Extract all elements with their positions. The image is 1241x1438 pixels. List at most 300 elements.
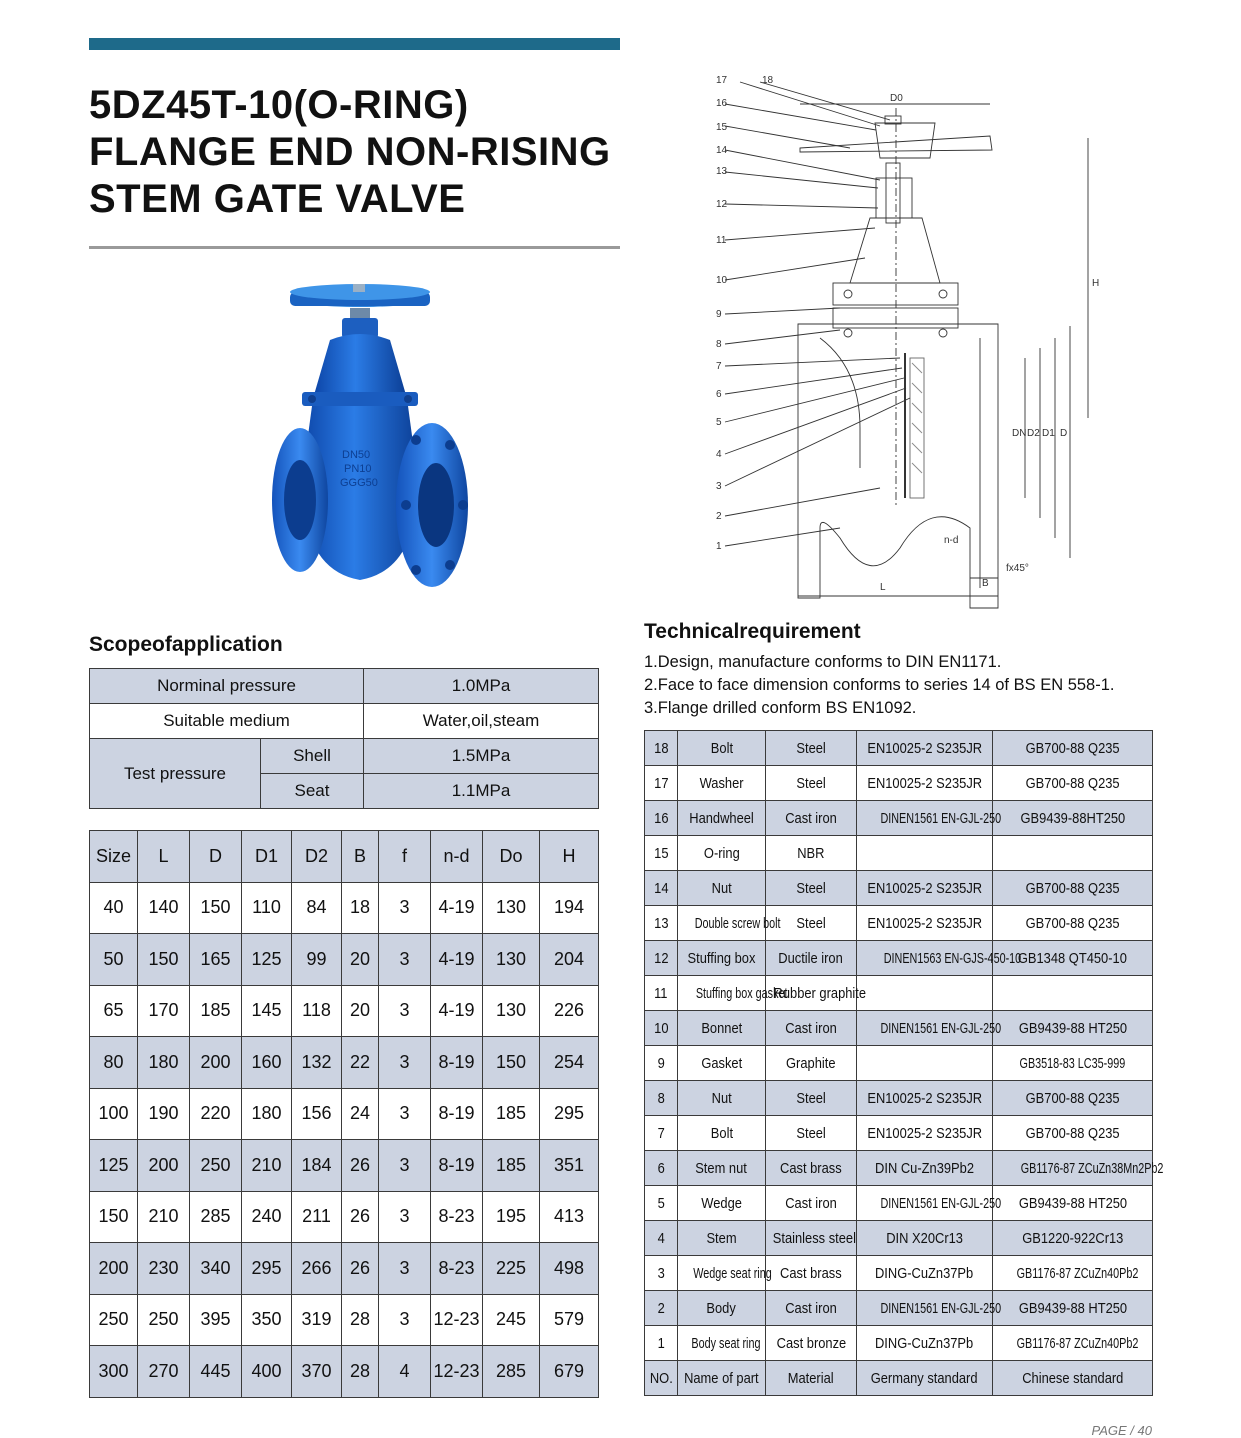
dim-label-b: B [982, 578, 989, 589]
table-cell [766, 731, 857, 766]
table-cell [857, 836, 993, 871]
table-cell: 20 [342, 934, 379, 986]
cell-text: GB700-88 Q235 [1025, 879, 1120, 897]
callout-9: 9 [716, 309, 722, 320]
table-row [645, 766, 1153, 801]
cell-text: Stem nut [695, 1159, 748, 1177]
table-cell: 20 [342, 985, 379, 1037]
table-row [90, 1346, 599, 1398]
dimension-table [89, 830, 599, 1398]
table-cell: 195 [483, 1191, 540, 1243]
title-line-1: 5DZ45T-10(O-RING) [89, 83, 469, 127]
cell-text: Steel [796, 1124, 826, 1142]
table-cell [766, 1081, 857, 1116]
cell-text: Steel [796, 1089, 826, 1107]
callout-4: 4 [716, 449, 722, 460]
cell-text: Body seat ring [691, 1334, 761, 1352]
table-cell: 3 [379, 882, 431, 934]
table-cell [645, 871, 678, 906]
table-cell [766, 836, 857, 871]
table-row [90, 1088, 599, 1140]
table-cell [993, 1221, 1153, 1256]
cell-text: EN10025-2 S235JR [867, 1089, 982, 1107]
table-cell: 3 [379, 1294, 431, 1346]
top-accent-bar [89, 38, 620, 50]
table-cell: 8-19 [431, 1140, 483, 1192]
table-row [645, 976, 1153, 1011]
table-cell: 295 [242, 1243, 292, 1295]
title-divider [89, 246, 620, 249]
table-cell [645, 731, 678, 766]
table-cell: 180 [138, 1037, 190, 1089]
cell-text: Double screw bolt [694, 914, 781, 932]
cell-text: Steel [796, 914, 826, 932]
cell-text: Gasket [701, 1054, 742, 1072]
cell-text: GB700-88 Q235 [1025, 914, 1120, 932]
table-cell: 300 [90, 1346, 138, 1398]
cell-text: Cast iron [785, 1299, 837, 1317]
callout-17: 17 [716, 75, 728, 86]
column-header: L [138, 831, 190, 883]
table-cell: 160 [242, 1037, 292, 1089]
table-cell [993, 766, 1153, 801]
cell-text: 7 [657, 1124, 665, 1142]
cell-text: 16 [653, 809, 669, 827]
table-cell: 400 [242, 1346, 292, 1398]
shell-label: Shell [261, 739, 364, 774]
table-cell: 245 [483, 1294, 540, 1346]
cell-text: 12 [653, 949, 669, 967]
table-row [645, 1116, 1153, 1151]
dim-label-fx45: fx45° [1006, 563, 1029, 574]
table-row [645, 1221, 1153, 1256]
dim-label-d1: D1 [1042, 428, 1055, 439]
cell-text: 5 [657, 1194, 665, 1212]
table-row [645, 1011, 1153, 1046]
cell-text: Name of part [684, 1369, 759, 1387]
callout-8: 8 [716, 339, 722, 350]
cell-text: EN10025-2 S235JR [867, 774, 982, 792]
dim-label-h: H [1092, 278, 1100, 289]
table-header-row [90, 831, 599, 883]
cell-text: Cast brass [780, 1264, 842, 1282]
table-cell: 18 [342, 882, 379, 934]
table-cell: 200 [90, 1243, 138, 1295]
table-cell [645, 766, 678, 801]
table-cell: 295 [540, 1088, 599, 1140]
callout-13: 13 [716, 166, 728, 177]
cell-text: Steel [796, 879, 826, 897]
table-cell: 28 [342, 1346, 379, 1398]
cell-text: EN10025-2 S235JR [867, 1124, 982, 1142]
cell-text: GB1176-87 ZCuZn40Pb2 [1016, 1264, 1139, 1282]
cell-text: EN10025-2 S235JR [867, 739, 982, 757]
table-cell: 26 [342, 1191, 379, 1243]
cell-text: GB700-88 Q235 [1025, 739, 1120, 757]
suitable-medium-value: Water,oil,steam [364, 704, 599, 739]
shell-value: 1.5MPa [364, 739, 599, 774]
callout-5: 5 [716, 417, 722, 428]
table-row [90, 1243, 599, 1295]
callout-14: 14 [716, 145, 728, 156]
table-cell [993, 1326, 1153, 1361]
cell-text: Bonnet [701, 1019, 742, 1037]
table-row [90, 1294, 599, 1346]
cell-text: Steel [796, 774, 826, 792]
table-cell: 220 [190, 1088, 242, 1140]
table-cell [678, 1361, 766, 1396]
cell-text: Stem [706, 1229, 737, 1247]
table-cell [857, 1361, 993, 1396]
table-cell [766, 1221, 857, 1256]
table-cell: 210 [138, 1191, 190, 1243]
table-cell: 12-23 [431, 1346, 483, 1398]
cell-text: NBR [797, 844, 825, 862]
table-cell [857, 1011, 1002, 1046]
cell-text: 10 [653, 1019, 669, 1037]
table-cell [766, 1151, 857, 1186]
table-cell [678, 871, 766, 906]
dim-label-dn: DN [1012, 428, 1027, 439]
page-number: PAGE / 40 [1091, 1423, 1152, 1438]
column-header: f [379, 831, 431, 883]
table-cell [645, 801, 678, 836]
callout-16: 16 [716, 98, 728, 109]
table-cell [993, 1361, 1153, 1396]
callout-12: 12 [716, 199, 728, 210]
callout-18: 18 [762, 75, 774, 86]
table-cell: 200 [138, 1140, 190, 1192]
cell-text: 18 [653, 739, 669, 757]
dim-label-nd: n-d [944, 535, 959, 546]
cell-text: Washer [699, 774, 744, 792]
dim-label-l: L [880, 582, 886, 593]
table-cell [645, 1186, 678, 1221]
cell-text: DINEN1561 EN-GJL-250 [880, 1299, 1002, 1317]
cell-text: 15 [653, 844, 669, 862]
table-cell: 4-19 [431, 934, 483, 986]
table-row [645, 1326, 1153, 1361]
table-cell: 445 [190, 1346, 242, 1398]
table-cell: 3 [379, 1140, 431, 1192]
table-cell [766, 766, 857, 801]
table-row [645, 1151, 1153, 1186]
table-cell [993, 1256, 1153, 1291]
cell-text: Wedge seat ring [693, 1264, 772, 1282]
cell-text: 4 [657, 1229, 665, 1247]
table-cell: 3 [379, 1191, 431, 1243]
table-cell [645, 1256, 678, 1291]
table-cell: 579 [540, 1294, 599, 1346]
table-cell: 3 [379, 1243, 431, 1295]
table-cell [766, 976, 867, 1011]
table-cell: 3 [379, 1088, 431, 1140]
cell-text: Bolt [710, 739, 733, 757]
casting-mark-1: DN50 [342, 449, 371, 461]
table-cell [857, 1081, 993, 1116]
table-cell [857, 731, 993, 766]
table-cell [678, 766, 766, 801]
requirements-list [644, 651, 1114, 720]
cell-text: DINEN1563 EN-GJS-450-10 [883, 949, 1022, 967]
table-cell [678, 1291, 766, 1326]
table-row [645, 1186, 1153, 1221]
table-cell: 211 [292, 1191, 342, 1243]
table-row [645, 1256, 1153, 1291]
cell-text: DIN X20Cr13 [886, 1229, 963, 1247]
table-cell: 8-23 [431, 1243, 483, 1295]
cell-text: Material [788, 1369, 834, 1387]
cell-text: EN10025-2 S235JR [867, 914, 982, 932]
cell-text: 14 [653, 879, 669, 897]
table-cell [645, 1291, 678, 1326]
table-cell [645, 976, 678, 1011]
table-row [90, 985, 599, 1037]
table-cell [678, 1221, 766, 1256]
callout-3: 3 [716, 481, 722, 492]
table-row [90, 739, 599, 774]
table-row [645, 731, 1153, 766]
table-cell [857, 941, 1022, 976]
table-cell: 140 [138, 882, 190, 934]
table-row [90, 934, 599, 986]
cell-text: Stainless steel [772, 1229, 856, 1247]
table-cell: 185 [190, 985, 242, 1037]
table-cell: 395 [190, 1294, 242, 1346]
table-cell: 180 [242, 1088, 292, 1140]
table-cell: 40 [90, 882, 138, 934]
table-cell: 250 [90, 1294, 138, 1346]
cell-text: GB9439-88 HT250 [1018, 1019, 1127, 1037]
table-cell [645, 1011, 678, 1046]
table-row [645, 801, 1153, 836]
requirement-2: 2.Face to face dimension conforms to series 14 of BS EN 558-1. [644, 676, 1115, 694]
table-cell [766, 801, 857, 836]
title-line-3: STEM GATE VALVE [89, 177, 466, 221]
table-cell: 194 [540, 882, 599, 934]
cell-text: 9 [657, 1054, 665, 1072]
cell-text: GB1176-87 ZCuZn38Mn2Pb2 [1020, 1159, 1164, 1177]
table-cell: 225 [483, 1243, 540, 1295]
table-cell [857, 976, 993, 1011]
table-cell [857, 1326, 993, 1361]
cell-text: Ductile iron [778, 949, 844, 967]
valve-section-diagram [700, 68, 1110, 608]
table-cell [993, 731, 1153, 766]
table-cell [766, 1326, 857, 1361]
cell-text: Body [706, 1299, 737, 1317]
table-cell [993, 1116, 1153, 1151]
scope-table [89, 668, 599, 809]
table-cell: 150 [90, 1191, 138, 1243]
table-cell: 285 [483, 1346, 540, 1398]
cell-text: Handwheel [689, 809, 754, 827]
table-cell [678, 731, 766, 766]
cell-text: GB1220-922Cr13 [1021, 1229, 1124, 1247]
cell-text: GB1348 QT450-10 [1017, 949, 1128, 967]
table-cell: 4-19 [431, 882, 483, 934]
cell-text: GB1176-87 ZCuZn40Pb2 [1016, 1334, 1139, 1352]
table-cell [645, 1326, 678, 1361]
table-cell [857, 1291, 1002, 1326]
cell-text: 1 [657, 1334, 665, 1352]
cell-text: Stuffing box [687, 949, 756, 967]
table-cell: 185 [483, 1140, 540, 1192]
table-cell: 65 [90, 985, 138, 1037]
requirement-3: 3.Flange drilled conform BS EN1092. [644, 699, 917, 717]
cell-text: GB9439-88 HT250 [1018, 1299, 1127, 1317]
table-cell: 8-19 [431, 1037, 483, 1089]
table-cell: 50 [90, 934, 138, 986]
table-cell: 230 [138, 1243, 190, 1295]
cell-text: Steel [796, 739, 826, 757]
cell-text: 13 [653, 914, 669, 932]
cell-text: DING-CuZn37Pb [875, 1334, 974, 1352]
cell-text: Cast iron [785, 1194, 837, 1212]
table-cell: 285 [190, 1191, 242, 1243]
suitable-medium-label: Suitable medium [90, 704, 364, 739]
table-cell [857, 1221, 993, 1256]
callout-7: 7 [716, 361, 722, 372]
table-cell [857, 1186, 1002, 1221]
table-cell: 226 [540, 985, 599, 1037]
cell-text: GB700-88 Q235 [1025, 774, 1120, 792]
table-row [645, 871, 1153, 906]
cell-text: DINEN1561 EN-GJL-250 [880, 809, 1002, 827]
table-cell [766, 1361, 857, 1396]
table-cell: 350 [242, 1294, 292, 1346]
table-cell [645, 906, 678, 941]
table-cell [857, 801, 1002, 836]
table-cell: 4-19 [431, 985, 483, 1037]
table-cell [993, 1011, 1153, 1046]
table-cell [678, 976, 788, 1011]
table-cell [766, 1116, 857, 1151]
table-cell: 184 [292, 1140, 342, 1192]
table-cell: 150 [190, 882, 242, 934]
cell-text: Graphite [786, 1054, 836, 1072]
cell-text: GB700-88 Q235 [1025, 1124, 1120, 1142]
table-cell [766, 1011, 857, 1046]
cell-text: DIN Cu-Zn39Pb2 [875, 1159, 974, 1177]
table-cell [993, 1081, 1153, 1116]
table-cell [766, 1291, 857, 1326]
table-cell: 99 [292, 934, 342, 986]
cell-text: GB9439-88 HT250 [1018, 1194, 1127, 1212]
table-cell [766, 871, 857, 906]
callout-15: 15 [716, 122, 728, 133]
cell-text: Cast iron [785, 809, 837, 827]
table-cell [678, 1116, 766, 1151]
table-cell: 150 [483, 1037, 540, 1089]
table-row [90, 1037, 599, 1089]
column-header: Do [483, 831, 540, 883]
table-cell [766, 1046, 857, 1081]
cell-text: Germany standard [871, 1369, 978, 1387]
table-row [645, 1081, 1153, 1116]
table-cell: 26 [342, 1243, 379, 1295]
scope-heading: Scopeofapplication [89, 633, 283, 656]
table-row [645, 1361, 1153, 1396]
table-cell [766, 1256, 857, 1291]
cell-text: DING-CuZn37Pb [875, 1264, 974, 1282]
cell-text: Nut [711, 879, 732, 897]
table-cell [993, 1151, 1164, 1186]
table-cell: 200 [190, 1037, 242, 1089]
table-cell [993, 906, 1153, 941]
callout-10: 10 [716, 275, 728, 286]
table-row [90, 1191, 599, 1243]
table-cell: 8-19 [431, 1088, 483, 1140]
parts-table [644, 730, 1164, 1396]
table-cell [645, 941, 678, 976]
table-cell [857, 871, 993, 906]
cell-text: NO. [649, 1369, 673, 1387]
table-cell: 250 [138, 1294, 190, 1346]
casting-mark-3: GGG50 [340, 477, 378, 489]
table-cell: 240 [242, 1191, 292, 1243]
cell-text: Cast brass [780, 1159, 842, 1177]
table-cell [645, 1081, 678, 1116]
table-cell: 185 [483, 1088, 540, 1140]
table-cell: 4 [379, 1346, 431, 1398]
table-row [645, 941, 1153, 976]
table-row [645, 1291, 1153, 1326]
dim-label-do: D0 [890, 93, 903, 104]
table-cell [678, 801, 766, 836]
table-cell [993, 871, 1153, 906]
test-pressure-label: Test pressure [90, 739, 261, 809]
table-cell: 3 [379, 934, 431, 986]
table-cell [645, 1151, 678, 1186]
callout-1: 1 [716, 541, 722, 552]
table-cell: 80 [90, 1037, 138, 1089]
dim-label-d: D [1060, 428, 1068, 439]
seat-value: 1.1MPa [364, 774, 599, 809]
table-cell [857, 1046, 993, 1081]
table-row [645, 1046, 1153, 1081]
cell-text: EN10025-2 S235JR [867, 879, 982, 897]
table-cell: 12-23 [431, 1294, 483, 1346]
table-cell [993, 836, 1153, 871]
cell-text: GB9439-88HT250 [1020, 809, 1125, 827]
cell-text: 2 [657, 1299, 665, 1317]
cell-text: 3 [657, 1264, 665, 1282]
table-cell: 130 [483, 985, 540, 1037]
callout-11: 11 [716, 235, 727, 246]
table-cell: 125 [242, 934, 292, 986]
table-cell: 130 [483, 934, 540, 986]
dim-label-d2: D2 [1027, 428, 1040, 439]
table-cell: 254 [540, 1037, 599, 1089]
cell-text: Bolt [710, 1124, 733, 1142]
table-cell [857, 766, 993, 801]
table-cell: 270 [138, 1346, 190, 1398]
table-cell: 204 [540, 934, 599, 986]
column-header: H [540, 831, 599, 883]
table-cell: 132 [292, 1037, 342, 1089]
table-row [645, 836, 1153, 871]
table-cell: 118 [292, 985, 342, 1037]
table-cell: 156 [292, 1088, 342, 1140]
casting-mark-2: PN10 [344, 463, 372, 475]
cell-text: GB3518-83 LC35-999 [1019, 1054, 1126, 1072]
cell-text: 8 [657, 1089, 665, 1107]
cell-text: DINEN1561 EN-GJL-250 [880, 1019, 1002, 1037]
column-header: D2 [292, 831, 342, 883]
callout-6: 6 [716, 389, 722, 400]
cell-text: Wedge [701, 1194, 742, 1212]
